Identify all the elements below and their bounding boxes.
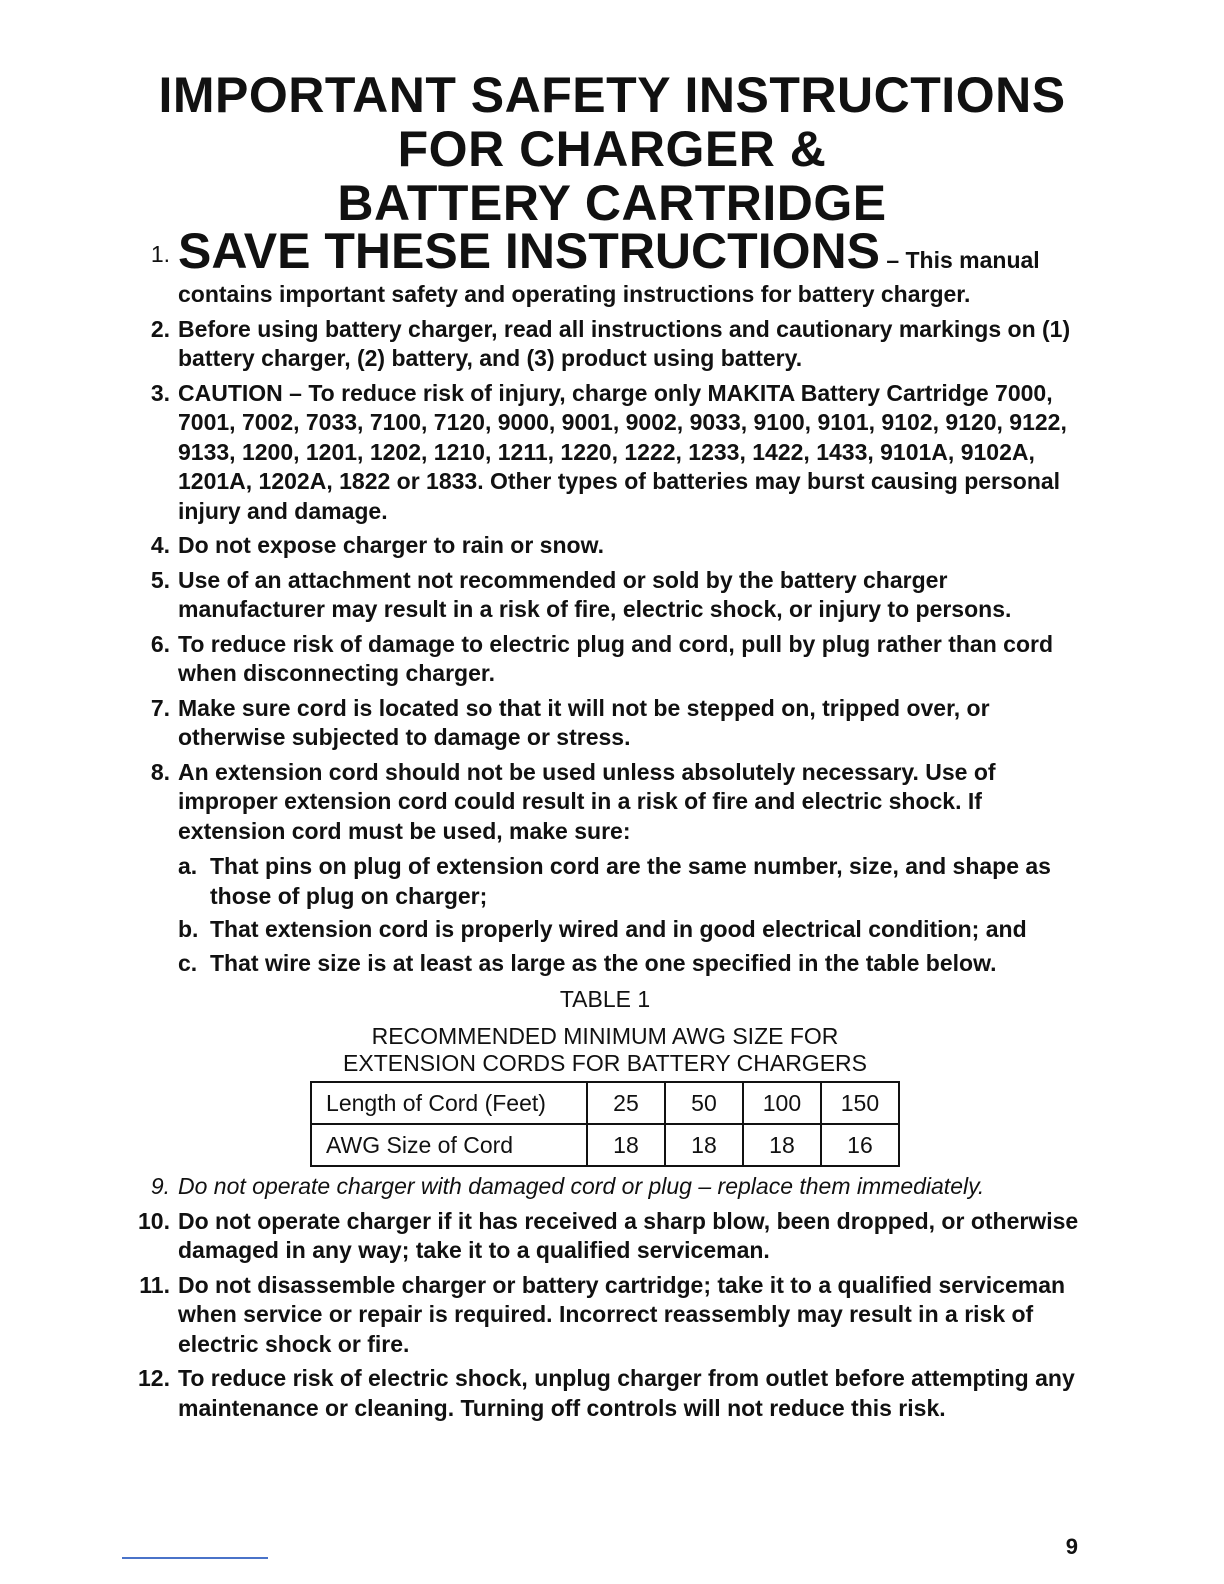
sub-item-letter: c. bbox=[178, 949, 198, 976]
table-cell: 50 bbox=[665, 1082, 743, 1124]
item-text: Use of an attachment not recommended or sold by the battery charger manufacturer may result in a risk of fire, electric shock, or injury to persons. bbox=[178, 566, 1012, 622]
table-cell: 25 bbox=[587, 1082, 665, 1124]
table-cell: 18 bbox=[665, 1124, 743, 1166]
page-title bbox=[0, 68, 1224, 230]
item-text: Do not operate charger with damaged cord or plug – replace them immediately. bbox=[178, 1173, 985, 1199]
table-row bbox=[311, 1124, 899, 1166]
title-line-1: IMPORTANT SAFETY INSTRUCTIONS bbox=[158, 67, 1066, 123]
sub-item-c bbox=[178, 949, 1080, 979]
item-text: Before using battery charger, read all instructions and cautionary markings on (1) battery charger, (2) battery, and (3) product using battery. bbox=[178, 315, 1071, 371]
item-text: Make sure cord is located so that it will not be stepped on, tripped over, or otherwise subjected to damage or stress. bbox=[178, 694, 990, 750]
instruction-item-8 bbox=[130, 758, 1080, 1168]
table-cell: 16 bbox=[821, 1124, 899, 1166]
page-number: 9 bbox=[1065, 1534, 1078, 1559]
table-cell: 100 bbox=[743, 1082, 821, 1124]
instruction-item-7 bbox=[130, 694, 1080, 753]
item-number: 12. bbox=[138, 1365, 170, 1391]
item-text: An extension cord should not be used unless absolutely necessary. Use of improper extension cord could result in a risk of fire and electric shock. If extension cord must be used, make sure: bbox=[178, 758, 996, 844]
item-number: 7. bbox=[150, 694, 170, 721]
table-cell: 18 bbox=[587, 1124, 665, 1166]
instruction-item-9 bbox=[130, 1172, 1080, 1202]
instruction-item-5 bbox=[130, 566, 1080, 625]
item-number: 8. bbox=[150, 758, 170, 785]
instruction-item-6 bbox=[130, 630, 1080, 689]
item-number: 10. bbox=[138, 1207, 170, 1234]
item-text: To reduce risk of damage to electric plug and cord, pull by plug rather than cord when disconnecting charger. bbox=[178, 630, 1053, 686]
instruction-item-3 bbox=[130, 379, 1080, 527]
item-text: To reduce risk of electric shock, unplug charger from outlet before attempting any maintenance or cleaning. Turning off controls will not reduce this risk. bbox=[178, 1365, 1075, 1421]
sub-item-b bbox=[178, 915, 1080, 945]
table-row bbox=[311, 1082, 899, 1124]
sub-list bbox=[178, 852, 1080, 978]
table-cell: 18 bbox=[743, 1124, 821, 1166]
title-line-3: BATTERY CARTRIDGE bbox=[337, 175, 887, 231]
save-instructions-tail: – This manual bbox=[879, 247, 1040, 273]
item-number: 11. bbox=[139, 1271, 170, 1298]
table-cell: Length of Cord (Feet) bbox=[311, 1082, 587, 1124]
item-text: Do not expose charger to rain or snow. bbox=[178, 532, 604, 558]
awg-table bbox=[310, 1081, 900, 1167]
item-number: 1. bbox=[150, 241, 170, 267]
instructions-list bbox=[130, 222, 1080, 1428]
instruction-item-1 bbox=[130, 222, 1080, 310]
instruction-item-11 bbox=[130, 1271, 1080, 1360]
item-number: 4. bbox=[150, 532, 170, 558]
sub-item-a bbox=[178, 852, 1080, 911]
sub-item-letter: b. bbox=[178, 916, 199, 942]
instruction-item-4 bbox=[130, 531, 1080, 561]
sub-item-text: That pins on plug of extension cord are the same number, size, and shape as those of plug on charger; bbox=[210, 853, 1051, 909]
item-text: Do not operate charger if it has received a sharp blow, been dropped, or otherwise damaged in any way; take it to a qualified serviceman. bbox=[178, 1207, 1079, 1263]
item-text: Do not disassemble charger or battery cartridge; take it to a qualified serviceman when service or repair is required. Incorrect reassembly may result in a risk of electric shock or fire. bbox=[178, 1271, 1066, 1357]
instruction-item-12 bbox=[130, 1364, 1080, 1423]
awg-table-block bbox=[130, 986, 1080, 1167]
instruction-item-2 bbox=[130, 315, 1080, 374]
item-number: 6. bbox=[150, 630, 170, 657]
save-instructions-heading: SAVE THESE INSTRUCTIONS bbox=[178, 223, 880, 279]
table-title-line-2: EXTENSION CORDS FOR BATTERY CHARGERS bbox=[343, 1050, 867, 1076]
table-cell: 150 bbox=[821, 1082, 899, 1124]
instruction-item-10 bbox=[130, 1207, 1080, 1266]
table-cell: AWG Size of Cord bbox=[311, 1124, 587, 1166]
item-text: CAUTION – To reduce risk of injury, charge only MAKITA Battery Cartridge 7000, 7001, 7002, 7033, 7100, 7120, 9000, 9001, 9002, 9033, 9100, 9101, 9102, 9120, 9122, 9133, 1200, 1201, 1202, 1210, 1211, 1220, 1222, 1233, 1422, 1433, 9101A, 9102A, 1201A, 1202A, 1822 or 1833. Other types of batteries may burst causing personal injury and damage. bbox=[178, 379, 1067, 524]
item-number: 2. bbox=[150, 315, 170, 342]
item-number: 9. bbox=[150, 1173, 170, 1199]
title-line-2: FOR CHARGER & bbox=[397, 121, 827, 177]
table-caption: TABLE 1 bbox=[559, 986, 651, 1012]
item-number: 3. bbox=[150, 379, 170, 406]
sub-item-text: That extension cord is properly wired and in good electrical condition; and bbox=[210, 916, 1027, 942]
table-title-line-1: RECOMMENDED MINIMUM AWG SIZE FOR bbox=[371, 1023, 839, 1049]
sub-item-letter: a. bbox=[178, 853, 198, 879]
sub-item-text: That wire size is at least as large as the one specified in the table below. bbox=[210, 949, 997, 976]
item-text: contains important safety and operating instructions for battery charger. bbox=[178, 281, 971, 307]
footer-rule bbox=[122, 1557, 268, 1559]
item-number: 5. bbox=[150, 566, 170, 593]
